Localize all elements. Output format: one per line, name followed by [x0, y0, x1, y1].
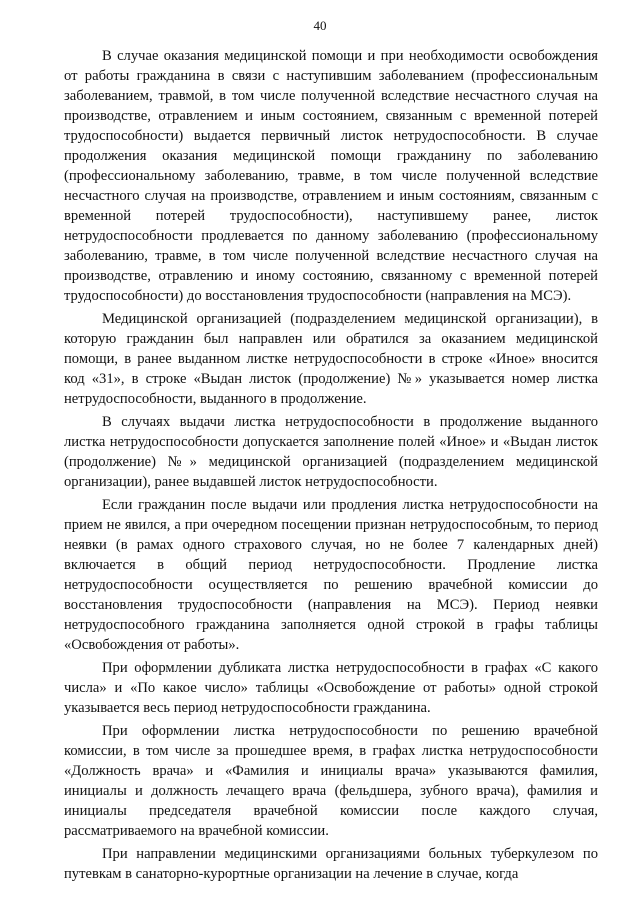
- paragraph-continuation-fields: В случаях выдачи листка нетрудоспособности в продолжение выданного листка нетрудоспособности допускается заполнение полей «Иное» и «Выдан листок (продолжение) №» медицинской организацией (подразделением медицинской организации), ранее выдавшей листок нетрудоспособности.: [64, 414, 598, 490]
- paragraph-medical-commission: При оформлении листка нетрудоспособности по решению врачебной комиссии, в том числе за прошедшее время, в графах листка нетрудоспособности «Должность врача» и «Фамилия и инициалы врача» указываются фамилия, инициалы и должность лечащего врача (фельдшера, зубного врача), фамилия и инициалы председателя врачебной комиссии после каждого случая, рассматриваемого на врачебной комиссии.: [64, 723, 598, 839]
- paragraph-missed-appointment: Если гражданин после выдачи или продления листка нетрудоспособности на прием не явился, а при очередном посещении признан нетрудоспособным, то период неявки (в рамах одного страхового случая, но не более 7 календарных дней) включается в общий период нетрудоспособности. Продление листка нетрудоспособности осуществляется по решению врачебной комиссии до восстановления трудоспособности (направления на МСЭ). Период неявки нетрудоспособного гражданина заполняется одной строкой в графы таблицы «Освобождения от работы».: [64, 497, 598, 653]
- paragraph-code-31: Медицинской организацией (подразделением медицинской организации), в которую гражданин был направлен или обратился за оказанием медицинской помощи, в ранее выданном листке нетрудоспособности в строке «Иное» вносится код «31», в строке «Выдан листок (продолжение) №» указывается номер листка нетрудоспособности, выданного в продолжение.: [64, 311, 598, 407]
- page-number: 40: [313, 18, 327, 33]
- document-body: [64, 46, 598, 887]
- paragraph-primary-sick-leave: В случае оказания медицинской помощи и при необходимости освобождения от работы гражданина в связи с наступившим заболеванием (профессиональным заболеванием, травмой, в том числе полученной вследствие несчастного случая на производстве, отравлением и иным состоянием, связанным с временной потерей трудоспособности) выдается первичный листок нетрудоспособности. В случае продолжения оказания медицинской помощи гражданину по заболеванию (профессиональному заболеванию, травме, в том числе полученной вследствие несчастного случая на производстве, отравлением и иным состояниям, связанным с временной потерей трудоспособности), наступившему ранее, листок нетрудоспособности продлевается по данному заболеванию (профессиональному заболеванию, травме, в том числе полученной вследствие несчастного случая на производстве, отравлению и иному состоянию, связанному с временной потерей трудоспособности) до восстановления трудоспособности (направления на МСЭ).: [64, 48, 598, 304]
- paragraph-duplicate: При оформлении дубликата листка нетрудоспособности в графах «С какого числа» и «По какое число» таблицы «Освобождение от работы» одной строкой указывается весь период нетрудоспособности гражданина.: [64, 660, 598, 716]
- paragraph-tuberculosis: При направлении медицинскими организациями больных туберкулезом по путевкам в санаторно-курортные организации на лечение в случае, когда: [64, 846, 598, 882]
